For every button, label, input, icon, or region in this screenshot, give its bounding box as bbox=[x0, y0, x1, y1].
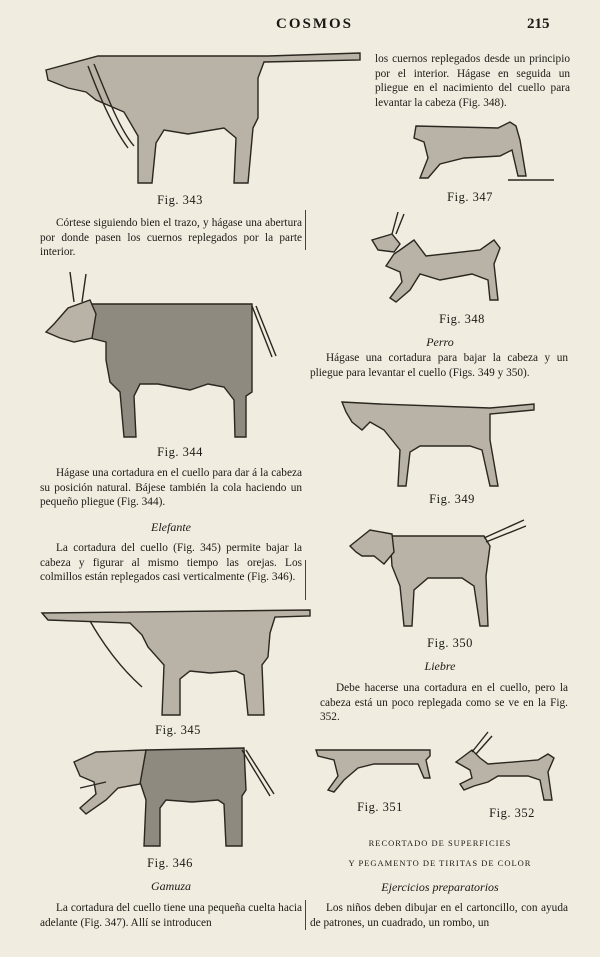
figure-347-illustration bbox=[404, 120, 564, 186]
section-heading: Liebre bbox=[424, 659, 456, 673]
paragraph: los cuernos replegados desde un principio por el interior. Hágase en seguida un pliegue en el nacimiento del cuello para levantar la cabeza (Fig. 348). bbox=[375, 53, 570, 109]
column-rule bbox=[305, 900, 306, 930]
figure-343-illustration bbox=[38, 48, 368, 188]
caption-fig-343: Fig. 343 bbox=[157, 193, 203, 207]
figure-352-illustration bbox=[448, 730, 558, 806]
figure-350-illustration bbox=[346, 516, 531, 631]
running-head: COSMOS bbox=[276, 16, 354, 32]
paragraph: Hágase una cortadura en el cuello para dar á la cabeza su posición natural. Bájese también la cola haciendo un pequeño pliegue (Fig. 344). bbox=[40, 467, 302, 508]
caption-fig-345: Fig. 345 bbox=[155, 723, 201, 737]
section-heading: Elefante bbox=[151, 520, 191, 534]
figure-344-illustration bbox=[40, 272, 280, 442]
paragraph: Córtese siguiendo bien el trazo, y hágase una abertura por donde pasen los cuernos replegados por la parte interior. bbox=[40, 217, 302, 258]
caption-fig-344: Fig. 344 bbox=[157, 445, 203, 459]
section-heading: Ejercicios preparatorios bbox=[381, 880, 499, 894]
section-heading: Gamuza bbox=[150, 879, 191, 893]
caption-fig-347: Fig. 347 bbox=[447, 190, 493, 204]
column-rule bbox=[305, 210, 306, 250]
caption-fig-352: Fig. 352 bbox=[489, 806, 535, 820]
paragraph: La cortadura del cuello (Fig. 345) permite bajar la cabeza y figurar al mismo tiempo las orejas. Los colmillos están replegados casi verticalmente (Fig. 346). bbox=[40, 542, 302, 583]
caption-fig-350: Fig. 350 bbox=[427, 636, 473, 650]
section-heading: Perro bbox=[426, 335, 454, 349]
paragraph: Hágase una cortadura para bajar la cabeza y un pliegue para levantar el cuello (Figs. 349 y 350). bbox=[310, 352, 568, 379]
figure-349-illustration bbox=[340, 400, 540, 492]
section-heading: Y PEGAMENTO DE TIRITAS DE COLOR bbox=[348, 858, 532, 868]
figure-348-illustration bbox=[370, 210, 530, 310]
section-heading: RECORTADO DE SUPERFICIES bbox=[368, 838, 512, 848]
page-number: 215 bbox=[527, 16, 550, 32]
paragraph: La cortadura del cuello tiene una pequeña cuelta hacia adelante (Fig. 347). Allí se introducen bbox=[40, 902, 302, 929]
caption-fig-348: Fig. 348 bbox=[439, 312, 485, 326]
figure-351-illustration bbox=[314, 746, 434, 798]
figure-346-illustration bbox=[66, 742, 276, 854]
paragraph: Debe hacerse una cortadura en el cuello, pero la cabeza está un poco replegada como se ve en la Fig. 352. bbox=[320, 682, 568, 723]
caption-fig-351: Fig. 351 bbox=[357, 800, 403, 814]
caption-fig-349: Fig. 349 bbox=[429, 492, 475, 506]
paragraph: Los niños deben dibujar en el cartoncillo, con ayuda de patrones, un cuadrado, un rombo, un bbox=[310, 902, 568, 929]
column-rule bbox=[305, 560, 306, 600]
figure-345-illustration bbox=[40, 605, 320, 723]
caption-fig-346: Fig. 346 bbox=[147, 856, 193, 870]
